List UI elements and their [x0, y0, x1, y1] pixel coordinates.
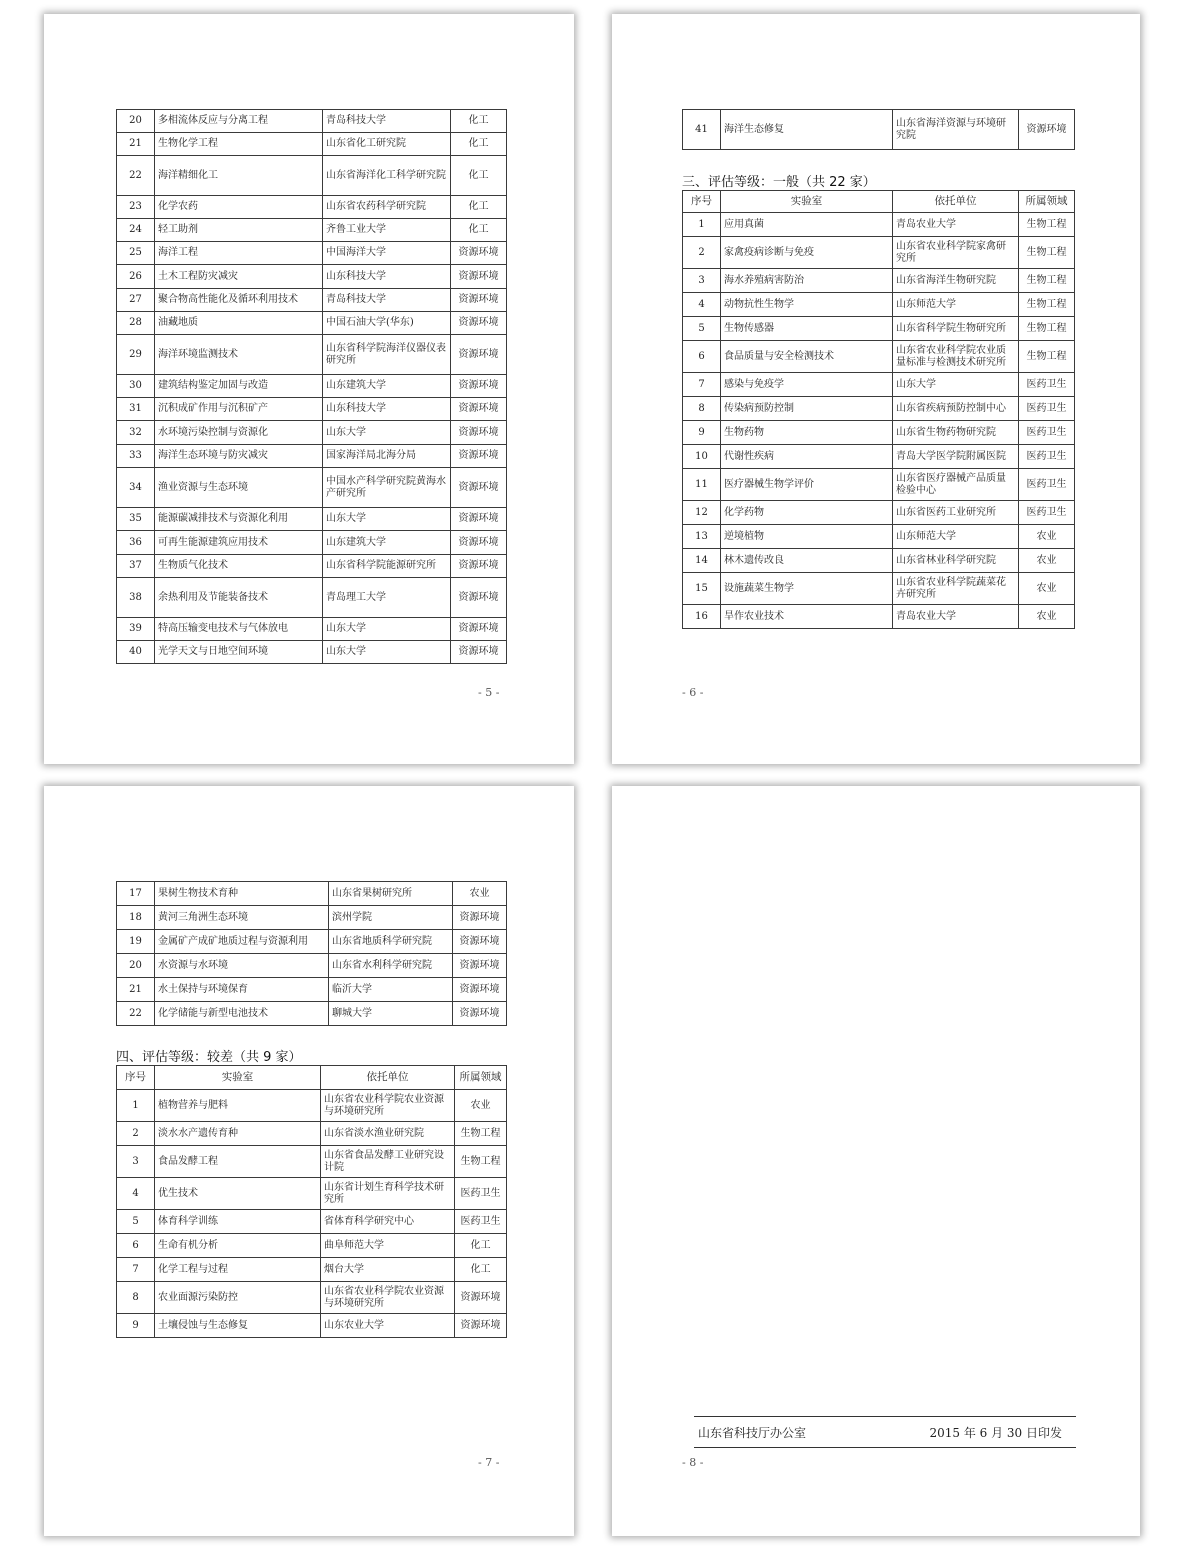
host-institution: 青岛科技大学	[323, 110, 451, 133]
row-number: 31	[117, 398, 155, 421]
host-institution: 山东省疾病预防控制中心	[893, 397, 1019, 421]
lab-name: 代谢性疾病	[721, 445, 893, 469]
row-number: 26	[117, 265, 155, 289]
row-number: 15	[683, 573, 721, 605]
lab-name: 土壤侵蚀与生态修复	[155, 1314, 321, 1338]
table-row	[117, 1258, 507, 1282]
row-number: 9	[117, 1314, 155, 1338]
row-number: 8	[117, 1282, 155, 1314]
lab-name: 化学农药	[155, 196, 323, 219]
field: 资源环境	[451, 578, 507, 618]
field: 医药卫生	[1019, 445, 1075, 469]
host-institution: 山东省海洋生物研究院	[893, 269, 1019, 293]
table-row	[683, 110, 1075, 150]
lab-name: 海洋工程	[155, 242, 323, 265]
row-number: 23	[117, 196, 155, 219]
section-title-general: 三、评估等级：一般（共 22 家）	[682, 175, 876, 190]
field: 资源环境	[451, 265, 507, 289]
row-number: 9	[683, 421, 721, 445]
field: 农业	[1019, 525, 1075, 549]
field: 资源环境	[451, 312, 507, 335]
table-row	[117, 468, 507, 508]
field: 资源环境	[1019, 110, 1075, 150]
lab-name: 医疗器械生物学评价	[721, 469, 893, 501]
row-number: 6	[683, 341, 721, 373]
field: 医药卫生	[1019, 397, 1075, 421]
field: 农业	[1019, 573, 1075, 605]
table-row	[117, 242, 507, 265]
host-institution: 山东省水利科学研究院	[329, 954, 453, 978]
table-row	[117, 1002, 507, 1026]
row-number: 40	[117, 641, 155, 664]
lab-name: 黄河三角洲生态环境	[155, 906, 329, 930]
lab-name: 感染与免疫学	[721, 373, 893, 397]
host-institution: 山东省农药科学研究院	[323, 196, 451, 219]
row-number: 41	[683, 110, 721, 150]
row-number: 1	[117, 1090, 155, 1122]
host-institution: 山东科技大学	[323, 265, 451, 289]
page-7	[44, 786, 574, 1536]
lab-name: 水环境污染控制与资源化	[155, 421, 323, 445]
row-number: 19	[117, 930, 155, 954]
table-row	[683, 397, 1075, 421]
header-lab: 实验室	[155, 1066, 321, 1090]
table-row	[683, 469, 1075, 501]
field: 资源环境	[451, 398, 507, 421]
lab-table-continued	[116, 109, 507, 664]
row-number: 2	[683, 237, 721, 269]
field: 农业	[455, 1090, 507, 1122]
host-institution: 聊城大学	[329, 1002, 453, 1026]
host-institution: 中国海洋大学	[323, 242, 451, 265]
host-institution: 青岛大学医学院附属医院	[893, 445, 1019, 469]
field: 资源环境	[451, 375, 507, 398]
row-number: 24	[117, 219, 155, 242]
lab-name: 光学天文与日地空间环境	[155, 641, 323, 664]
host-institution: 山东大学	[893, 373, 1019, 397]
field: 农业	[453, 882, 507, 906]
host-institution: 山东省淡水渔业研究院	[321, 1122, 455, 1146]
row-number: 5	[683, 317, 721, 341]
host-institution: 山东省农业科学院农业质量标准与检测技术研究所	[893, 341, 1019, 373]
field: 化工	[451, 219, 507, 242]
row-number: 28	[117, 312, 155, 335]
host-institution: 曲阜师范大学	[321, 1234, 455, 1258]
lab-name: 特高压输变电技术与气体放电	[155, 618, 323, 641]
row-number: 7	[117, 1258, 155, 1282]
header-number: 序号	[117, 1066, 155, 1090]
table-row	[117, 954, 507, 978]
header-field: 所属领域	[1019, 191, 1075, 213]
row-number: 16	[683, 605, 721, 629]
lab-name: 土木工程防灾减灾	[155, 265, 323, 289]
host-institution: 青岛理工大学	[323, 578, 451, 618]
field: 化工	[451, 196, 507, 219]
page-6	[612, 14, 1140, 764]
lab-name: 家禽疫病诊断与免疫	[721, 237, 893, 269]
row-number: 17	[117, 882, 155, 906]
lab-name: 应用真菌	[721, 213, 893, 237]
lab-name: 水资源与水环境	[155, 954, 329, 978]
host-institution: 山东大学	[323, 641, 451, 664]
table-row	[683, 605, 1075, 629]
lab-name: 淡水水产遗传育种	[155, 1122, 321, 1146]
row-number: 22	[117, 156, 155, 196]
field: 生物工程	[1019, 269, 1075, 293]
table-row	[117, 289, 507, 312]
lab-name: 化学药物	[721, 501, 893, 525]
table-row	[683, 373, 1075, 397]
issuance-footer	[694, 1416, 1076, 1448]
host-institution: 山东省农业科学院农业资源与环境研究所	[321, 1282, 455, 1314]
table-row	[117, 110, 507, 133]
host-institution: 山东师范大学	[893, 525, 1019, 549]
page-number: - 6 -	[682, 686, 704, 699]
header-host: 依托单位	[321, 1066, 455, 1090]
table-row	[117, 906, 507, 930]
field: 医药卫生	[1019, 421, 1075, 445]
host-institution: 山东省化工研究院	[323, 133, 451, 156]
row-number: 7	[683, 373, 721, 397]
row-number: 29	[117, 335, 155, 375]
host-institution: 山东科技大学	[323, 398, 451, 421]
row-number: 33	[117, 445, 155, 468]
row-number: 32	[117, 421, 155, 445]
host-institution: 山东省果树研究所	[329, 882, 453, 906]
field: 资源环境	[451, 421, 507, 445]
host-institution: 青岛科技大学	[323, 289, 451, 312]
lab-name: 生物质气化技术	[155, 555, 323, 578]
table-row	[117, 618, 507, 641]
table-row	[117, 133, 507, 156]
row-number: 34	[117, 468, 155, 508]
issue-date: 2015 年 6 月 30 日印发	[929, 1426, 1062, 1440]
field: 资源环境	[451, 641, 507, 664]
field: 资源环境	[451, 618, 507, 641]
host-institution: 山东建筑大学	[323, 531, 451, 555]
row-number: 6	[117, 1234, 155, 1258]
field: 化工	[455, 1234, 507, 1258]
table-row	[683, 525, 1075, 549]
table-row	[683, 341, 1075, 373]
host-institution: 山东大学	[323, 421, 451, 445]
field: 资源环境	[455, 1282, 507, 1314]
host-institution: 山东大学	[323, 618, 451, 641]
table-row	[117, 445, 507, 468]
header-lab: 实验室	[721, 191, 893, 213]
field: 生物工程	[1019, 213, 1075, 237]
host-institution: 山东省科学院海洋仪器仪表研究所	[323, 335, 451, 375]
table-row	[117, 265, 507, 289]
table-row	[117, 1178, 507, 1210]
page-8	[612, 786, 1140, 1536]
header-host: 依托单位	[893, 191, 1019, 213]
table-row	[117, 156, 507, 196]
lab-name: 果树生物技术育种	[155, 882, 329, 906]
section-title-poor: 四、评估等级：较差（共 9 家）	[116, 1050, 302, 1065]
field: 资源环境	[451, 531, 507, 555]
row-number: 18	[117, 906, 155, 930]
lab-name: 聚合物高性能化及循环利用技术	[155, 289, 323, 312]
field: 医药卫生	[455, 1178, 507, 1210]
host-institution: 山东建筑大学	[323, 375, 451, 398]
field: 化工	[451, 156, 507, 196]
lab-name: 食品质量与安全检测技术	[721, 341, 893, 373]
lab-name: 体育科学训练	[155, 1210, 321, 1234]
row-number: 13	[683, 525, 721, 549]
table-row	[683, 317, 1075, 341]
lab-name: 建筑结构鉴定加固与改造	[155, 375, 323, 398]
lab-name: 海洋生态环境与防灾减灾	[155, 445, 323, 468]
host-institution: 山东大学	[323, 508, 451, 531]
table-row	[117, 882, 507, 906]
host-institution: 山东省食品发酵工业研究设计院	[321, 1146, 455, 1178]
field: 农业	[1019, 549, 1075, 573]
host-institution: 山东省医药工业研究所	[893, 501, 1019, 525]
row-number: 12	[683, 501, 721, 525]
header-field: 所属领域	[455, 1066, 507, 1090]
lab-name: 旱作农业技术	[721, 605, 893, 629]
lab-name: 渔业资源与生态环境	[155, 468, 323, 508]
row-number: 21	[117, 978, 155, 1002]
host-institution: 中国水产科学研究院黄海水产研究所	[323, 468, 451, 508]
table-row	[117, 196, 507, 219]
host-institution: 临沂大学	[329, 978, 453, 1002]
row-number: 8	[683, 397, 721, 421]
host-institution: 滨州学院	[329, 906, 453, 930]
field: 生物工程	[455, 1146, 507, 1178]
table-row	[117, 1122, 507, 1146]
host-institution: 山东师范大学	[893, 293, 1019, 317]
lab-name: 油藏地质	[155, 312, 323, 335]
lab-name: 沉积成矿作用与沉积矿产	[155, 398, 323, 421]
field: 化工	[451, 133, 507, 156]
field: 医药卫生	[455, 1210, 507, 1234]
table-row	[117, 1146, 507, 1178]
row-number: 21	[117, 133, 155, 156]
table-row	[117, 1314, 507, 1338]
lab-name: 食品发酵工程	[155, 1146, 321, 1178]
field: 化工	[455, 1258, 507, 1282]
page-number: - 5 -	[478, 686, 500, 699]
table-row	[117, 531, 507, 555]
row-number: 30	[117, 375, 155, 398]
host-institution: 中国石油大学(华东)	[323, 312, 451, 335]
table-row	[117, 1210, 507, 1234]
row-number: 3	[117, 1146, 155, 1178]
host-institution: 山东省农业科学院家禽研究所	[893, 237, 1019, 269]
table-row	[117, 508, 507, 531]
table-row	[117, 421, 507, 445]
row-number: 22	[117, 1002, 155, 1026]
row-number: 38	[117, 578, 155, 618]
lab-name: 海洋生态修复	[721, 110, 893, 150]
field: 医药卫生	[1019, 373, 1075, 397]
row-number: 11	[683, 469, 721, 501]
field: 资源环境	[453, 930, 507, 954]
host-institution: 山东省海洋化工科学研究院	[323, 156, 451, 196]
field: 资源环境	[451, 508, 507, 531]
lab-table-general	[682, 190, 1075, 629]
table-row	[117, 398, 507, 421]
field: 生物工程	[1019, 293, 1075, 317]
table-row	[117, 1282, 507, 1314]
lab-name: 可再生能源建筑应用技术	[155, 531, 323, 555]
field: 资源环境	[451, 468, 507, 508]
table-row	[683, 421, 1075, 445]
table-row	[117, 335, 507, 375]
host-institution: 青岛农业大学	[893, 213, 1019, 237]
lab-table-continued	[116, 881, 507, 1026]
table-row	[683, 501, 1075, 525]
row-number: 39	[117, 618, 155, 641]
table-row	[117, 578, 507, 618]
row-number: 20	[117, 110, 155, 133]
host-institution: 山东省医疗器械产品质量检验中心	[893, 469, 1019, 501]
host-institution: 山东省海洋资源与环境研究院	[893, 110, 1019, 150]
row-number: 3	[683, 269, 721, 293]
table-row	[683, 293, 1075, 317]
lab-name: 金属矿产成矿地质过程与资源利用	[155, 930, 329, 954]
table-row	[117, 1234, 507, 1258]
row-number: 20	[117, 954, 155, 978]
lab-name: 植物营养与肥料	[155, 1090, 321, 1122]
host-institution: 山东省科学院生物研究所	[893, 317, 1019, 341]
lab-table-continued	[682, 109, 1075, 150]
page-number: - 7 -	[478, 1456, 500, 1469]
host-institution: 山东省科学院能源研究所	[323, 555, 451, 578]
field: 农业	[1019, 605, 1075, 629]
field: 资源环境	[451, 555, 507, 578]
row-number: 25	[117, 242, 155, 265]
row-number: 27	[117, 289, 155, 312]
row-number: 4	[683, 293, 721, 317]
lab-name: 逆境植物	[721, 525, 893, 549]
lab-name: 农业面源污染防控	[155, 1282, 321, 1314]
host-institution: 山东省生物药物研究院	[893, 421, 1019, 445]
table-row	[117, 1090, 507, 1122]
table-row	[683, 573, 1075, 605]
field: 资源环境	[455, 1314, 507, 1338]
lab-name: 水土保持与环境保育	[155, 978, 329, 1002]
lab-name: 传染病预防控制	[721, 397, 893, 421]
lab-name: 生物传感器	[721, 317, 893, 341]
host-institution: 山东省林业科学研究院	[893, 549, 1019, 573]
host-institution: 省体育科学研究中心	[321, 1210, 455, 1234]
lab-name: 化学工程与过程	[155, 1258, 321, 1282]
table-row	[683, 237, 1075, 269]
lab-name: 林木遗传改良	[721, 549, 893, 573]
lab-name: 多相流体反应与分离工程	[155, 110, 323, 133]
host-institution: 山东省农业科学院农业资源与环境研究所	[321, 1090, 455, 1122]
lab-name: 轻工助剂	[155, 219, 323, 242]
lab-name: 设施蔬菜生物学	[721, 573, 893, 605]
row-number: 14	[683, 549, 721, 573]
lab-name: 海洋精细化工	[155, 156, 323, 196]
host-institution: 山东省计划生育科学技术研究所	[321, 1178, 455, 1210]
table-row	[683, 269, 1075, 293]
table-row	[683, 213, 1075, 237]
lab-name: 生命有机分析	[155, 1234, 321, 1258]
host-institution: 青岛农业大学	[893, 605, 1019, 629]
lab-table-poor	[116, 1065, 507, 1338]
table-row	[683, 549, 1075, 573]
host-institution: 烟台大学	[321, 1258, 455, 1282]
host-institution: 齐鲁工业大学	[323, 219, 451, 242]
field: 资源环境	[453, 906, 507, 930]
page-5	[44, 14, 574, 764]
field: 生物工程	[1019, 237, 1075, 269]
row-number: 2	[117, 1122, 155, 1146]
host-institution: 国家海洋局北海分局	[323, 445, 451, 468]
field: 资源环境	[451, 289, 507, 312]
row-number: 1	[683, 213, 721, 237]
lab-name: 生物化学工程	[155, 133, 323, 156]
table-row	[117, 219, 507, 242]
host-institution: 山东省农业科学院蔬菜花卉研究所	[893, 573, 1019, 605]
host-institution: 山东省地质科学研究院	[329, 930, 453, 954]
row-number: 5	[117, 1210, 155, 1234]
table-row	[117, 978, 507, 1002]
lab-name: 余热利用及节能装备技术	[155, 578, 323, 618]
field: 资源环境	[453, 1002, 507, 1026]
issuing-office: 山东省科技厅办公室	[698, 1426, 807, 1440]
lab-name: 海洋环境监测技术	[155, 335, 323, 375]
lab-name: 化学储能与新型电池技术	[155, 1002, 329, 1026]
lab-name: 生物药物	[721, 421, 893, 445]
table-row	[117, 930, 507, 954]
field: 资源环境	[451, 445, 507, 468]
field: 化工	[451, 110, 507, 133]
row-number: 35	[117, 508, 155, 531]
field: 生物工程	[1019, 341, 1075, 373]
field: 资源环境	[451, 242, 507, 265]
field: 资源环境	[451, 335, 507, 375]
table-row	[683, 445, 1075, 469]
header-number: 序号	[683, 191, 721, 213]
field: 资源环境	[453, 954, 507, 978]
host-institution: 山东农业大学	[321, 1314, 455, 1338]
row-number: 37	[117, 555, 155, 578]
field: 生物工程	[1019, 317, 1075, 341]
table-row	[117, 312, 507, 335]
table-row	[117, 641, 507, 664]
row-number: 4	[117, 1178, 155, 1210]
lab-name: 海水养殖病害防治	[721, 269, 893, 293]
table-row	[117, 555, 507, 578]
lab-name: 优生技术	[155, 1178, 321, 1210]
field: 医药卫生	[1019, 501, 1075, 525]
field: 资源环境	[453, 978, 507, 1002]
page-number: - 8 -	[682, 1456, 704, 1469]
field: 生物工程	[455, 1122, 507, 1146]
lab-name: 能源碳减排技术与资源化利用	[155, 508, 323, 531]
row-number: 10	[683, 445, 721, 469]
field: 医药卫生	[1019, 469, 1075, 501]
row-number: 36	[117, 531, 155, 555]
lab-name: 动物抗性生物学	[721, 293, 893, 317]
table-row	[117, 375, 507, 398]
